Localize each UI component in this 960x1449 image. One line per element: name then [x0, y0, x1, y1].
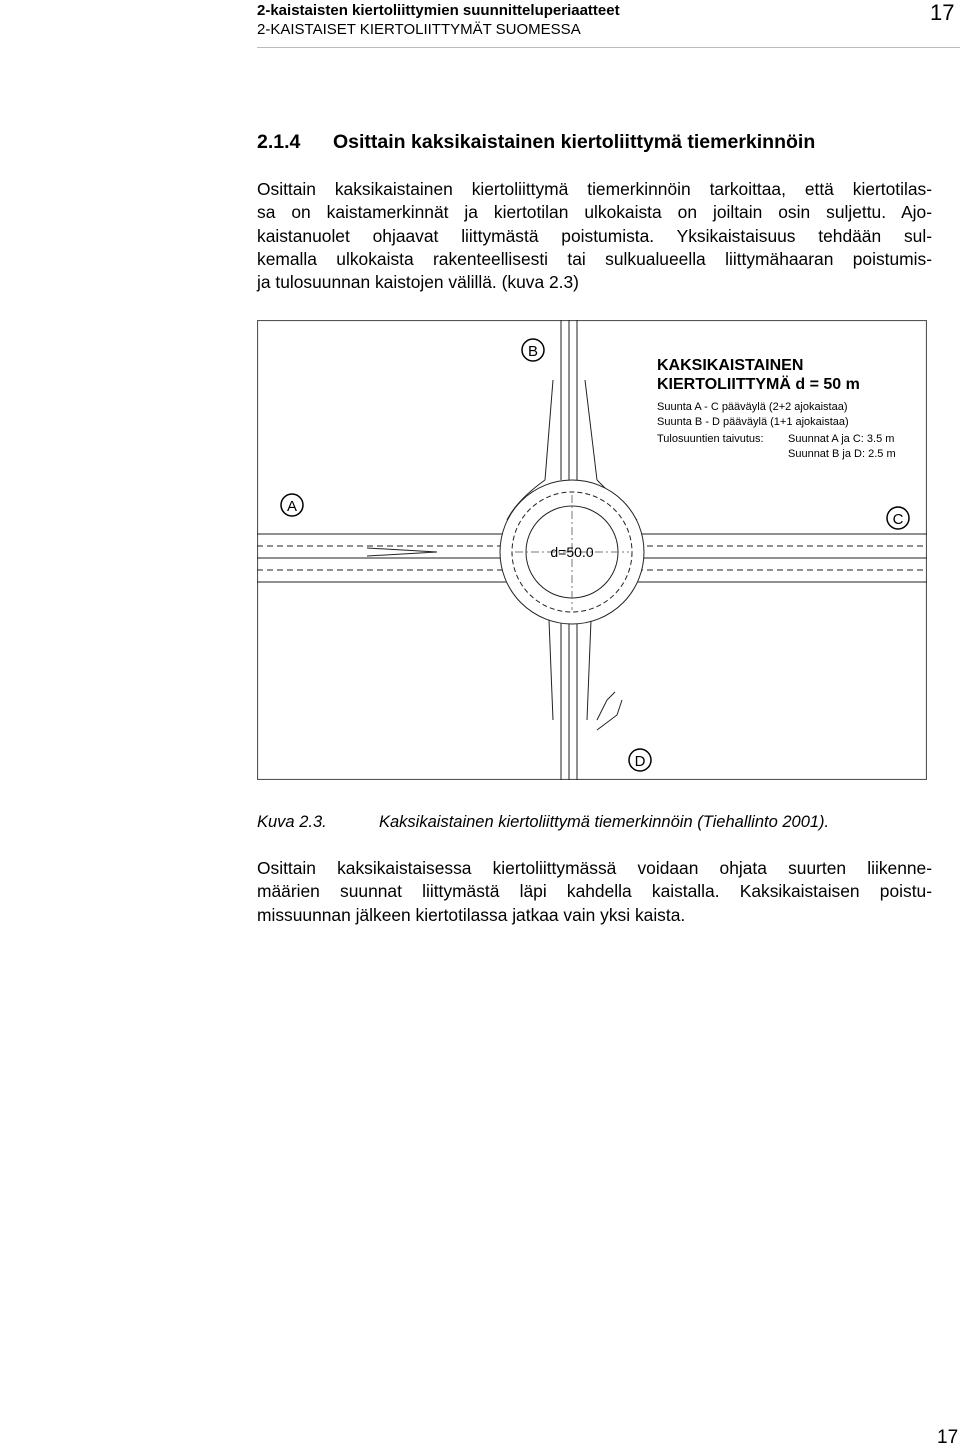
section-title: Osittain kaksikaistainen kiertoliittymä tiemerkinnöin — [333, 131, 816, 153]
arm-b-label: B — [527, 343, 539, 360]
paragraph-line: Osittain kaksikaistainen kiertoliittymä tiemerkinnöin tarkoittaa, että kiertotilas- — [257, 179, 932, 199]
arm-a-label: A — [286, 498, 298, 515]
curve-label: Tulosuuntien taivutus: — [657, 433, 764, 445]
diameter-label: d=50.0 — [550, 544, 594, 560]
section-heading — [257, 131, 815, 154]
caption-label: Kuva 2.3. — [257, 813, 327, 831]
body-paragraph-2 — [257, 857, 932, 927]
paragraph-line: määrien suunnat liittymästä läpi kahdella kaistalla. Kaksikaistaisen poistu- — [257, 881, 932, 902]
roundabout-diagram — [257, 320, 927, 780]
curve-bd: Suunnat B ja D: 2.5 m — [788, 448, 896, 460]
figure-caption — [257, 813, 829, 832]
figure-title-line1: KAKSIKAISTAINEN — [657, 357, 804, 374]
arm-c-label: C — [892, 511, 904, 528]
footer-page-number: 17 — [937, 1427, 959, 1448]
running-header-title: 2-kaistaisten kiertoliittymien suunnitteluperiaatteet — [257, 2, 620, 19]
caption-text: Kaksikaistainen kiertoliittymä tiemerkinnöin (Tiehallinto 2001). — [379, 813, 830, 831]
paragraph-line: kemalla ulkokaista rakenteellisesti tai sulkualueella liittymähaaran poistumis- — [257, 248, 932, 269]
header-page-number: 17 — [930, 0, 955, 25]
arm-d-label: D — [634, 753, 646, 770]
paragraph-line: missuunnan jälkeen kiertotilassa jatkaa vain yksi kaista. — [257, 904, 686, 925]
paragraph-line: ja tulosuunnan kaistojen välillä. (kuva 2.3) — [257, 272, 579, 293]
header-divider — [257, 47, 960, 48]
running-header-subtitle: 2-KAISTAISET KIERTOLIITTYMÄT SUOMESSA — [257, 21, 581, 38]
paragraph-line: Osittain kaksikaistaisessa kiertoliittymässä voidaan ohjata suurten liikenne- — [257, 858, 932, 878]
paragraph-line: sa on kaistamerkinnät ja kiertotilan ulkokaista on joiltain osin suljettu. Ajo- — [257, 202, 932, 223]
section-number: 2.1.4 — [257, 131, 301, 153]
direction-ac: Suunta A - C pääväylä (2+2 ajokaistaa) — [657, 401, 848, 413]
curve-ac: Suunnat A ja C: 3.5 m — [788, 433, 895, 445]
direction-bd: Suunta B - D pääväylä (1+1 ajokaistaa) — [657, 416, 849, 428]
paragraph-line: kaistanuolet ohjaavat liittymästä poistumista. Yksikaistaisuus tehdään sul- — [257, 225, 932, 246]
figure-title-line2: KIERTOLIITTYMÄ d = 50 m — [657, 376, 860, 393]
body-paragraph-1 — [257, 178, 932, 294]
